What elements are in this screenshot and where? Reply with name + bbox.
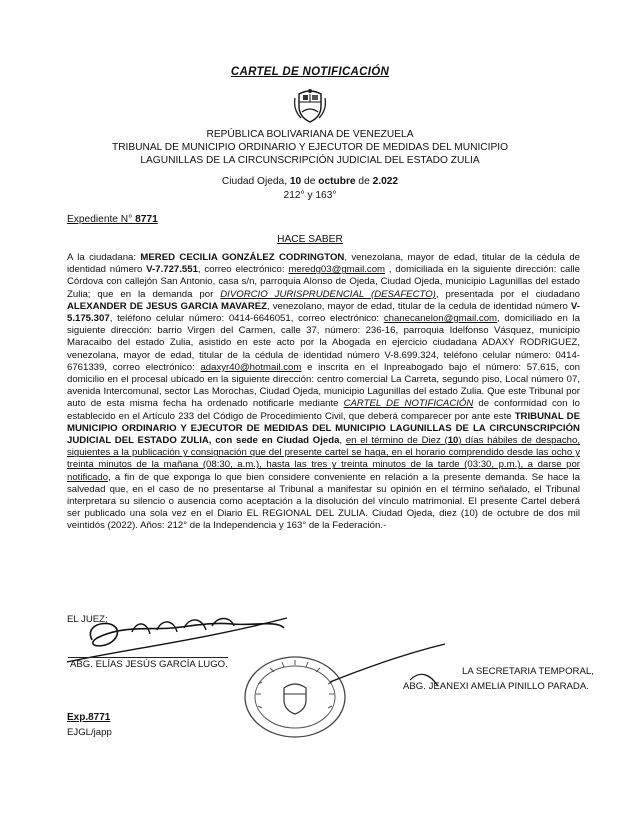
hace-saber-heading: HACE SABER: [277, 234, 343, 245]
secretary-name: ABG. JEANEXI AMELIA PINILLO PARADA.: [403, 681, 589, 692]
header-republic: REPÚBLICA BOLIVARIANA DE VENEZUELA: [206, 129, 414, 140]
notification-body: A la ciudadana: MERED CECILIA GONZÁLEZ CODRINGTON, venezolana, mayor de edad, titular de la cédula de identidad número V-7.727.551, correo electrónico: meredg03@gmail.com , domiciliada en la siguiente dirección: calle Córdova con callejón San Antonio, casa s/n, parroquia Alonso de Ojeda, Ciudad Ojeda, municipio Lagunillas del estado Zulia; que en la demanda por DIVORCIO JURISPRUDENCIAL (DESAFECTO), presentada por el ciudadano ALEXANDER DE JESUS GARCIA MAVAREZ, venezolano, mayor de edad, titular de la cedula de identidad número V-5.175.307, teléfono celular número: 0414-6646051, correo electrónico: chanecanelon@gmail.com, domiciliado en la siguiente dirección: barrio Virgen del Carmen, calle 37, número: 236-16, parroquia Idelfonso Vásquez, municipio Maracaibo del estado Zulia, asistido en este acto por la Abogada en ejercicio ciudadana ADAXY RODRIGUEZ, venezolana, mayor de edad, titular de la cédula de identidad número V-8.699.324, teléfono celular número: 0414-6761339, correo electrónico: adaxyr40@hotmail.com e inscrita en el Inpreabogado bajo el número: 57.615, con domicilio en el procesal ubicado en la siguiente dirección: centro comercial La Carreta, segundo piso, Local número 07, avenida Intercomunal, sector Las Morochas, Ciudad Ojeda, municipio Lagunillas del estado Zulia. Que este Tribunal por auto de esta misma fecha ha ordenado notificarle mediante CARTEL DE NOTIFICACIÓN de conformidad con lo establecido en el Artículo 233 del Código de Procedimiento Civil, que deberá comparecer por ante este TRIBUNAL DE MUNICIPIO ORDINARIO Y EJECUTOR DE MEDIDAS DEL MUNICIPIO LAGUNILLAS DE LA CIRCUNSCRIPCIÓN JUDICIAL DEL ESTADO ZULIA, con sede en Ciudad Ojeda, en el término de Diez (10) días hábiles de despacho, siguientes a la publicación y consignación que del presente cartel se haga, en el horario comprendido desde las ocho y treinta minutos de la mañana (08:30, a.m.), hasta las tres y treinta minutos de la tarde (03:30, p.m.), a darse por notificado, a fin de que exponga lo que bien considere conveniente en relación a la presente demanda. Se hace la salvedad que, en el caso de no presentarse al Tribunal a manifestar su opinión en el término señalado, el Tribunal interpretara su silencio o ausencia como aceptación a la disolución del vínculo matrimonial. El presente Cartel deberá ser publicado una sola vez en el Diario EL REGIONAL DEL ZULIA. Ciudad Ojeda, diez (10) de octubre de dos mil veintidós (2022). Años: 212° de la Independencia y 163° de la Federación.-: [67, 252, 580, 532]
header-years: 212° y 163°: [283, 190, 337, 201]
footer-expediente: Exp.8771: [67, 712, 111, 723]
expediente: Expediente N° 8771: [67, 214, 158, 225]
secretary-label: LA SECRETARIA TEMPORAL,: [462, 666, 594, 677]
email-link-1: meredg03@gmail.com: [288, 264, 386, 276]
coat-of-arms-icon: [293, 88, 327, 124]
footer-initials: EJGL/japp: [67, 727, 112, 738]
judge-label: EL JUEZ;: [67, 614, 108, 625]
email-link-2: chanecanelon@gmail.com: [383, 313, 498, 325]
judge-name: ABG. ELÍAS JESÚS GARCÍA LUGO.: [70, 659, 228, 670]
header-date: Ciudad Ojeda, 10 de octubre de 2.022: [221, 176, 399, 187]
deadline-clause: en el término de Diez (10) días hábiles de despacho, siguientes a la publicación y consignación que del presente cartel se haga, en el horario comprendido desde las ocho y treinta minutos de la mañana (08:30, a.m.), hasta las tres y treinta minutos de la tarde (03:30, p.m.), a darse por notificado: [67, 435, 580, 483]
case-type: DIVORCIO JURISPRUDENCIAL (DESAFECTO): [220, 288, 436, 300]
header-jurisdiction: LAGUNILLAS DE LA CIRCUNSCRIPCIÓN JUDICIAL DEL ESTADO ZULIA: [140, 155, 480, 166]
document-title: CARTEL DE NOTIFICACIÓN: [230, 66, 390, 78]
header-tribunal: TRIBUNAL DE MUNICIPIO ORDINARIO Y EJECUTOR DE MEDIDAS DEL MUNICIPIO: [111, 142, 509, 153]
email-link-3: adaxyr40@hotmail.com: [200, 361, 302, 373]
